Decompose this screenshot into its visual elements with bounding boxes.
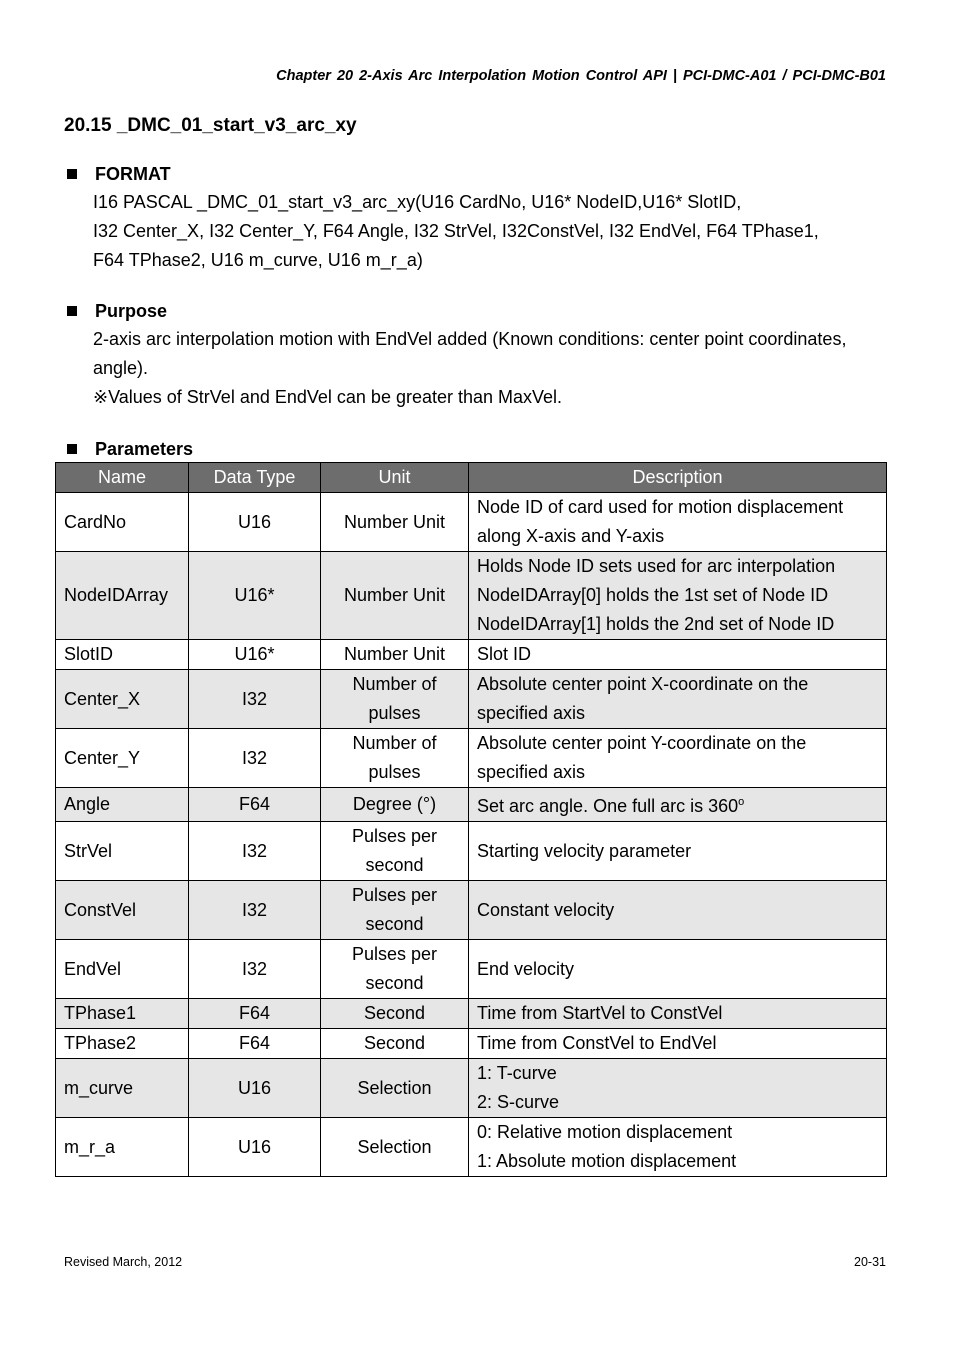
bullet-square-icon: [67, 306, 77, 316]
table-row: [56, 999, 887, 1029]
table-row: [56, 822, 887, 881]
param-unit-cell: [321, 552, 469, 640]
param-type-cell: U16*: [189, 640, 321, 670]
cell-line: Starting velocity parameter: [477, 840, 692, 861]
param-description-cell: [469, 729, 887, 788]
cell-line: Selection: [357, 1077, 432, 1098]
param-unit-cell: [321, 999, 469, 1029]
table-row: [56, 1029, 887, 1059]
cell-line: Number Unit: [343, 511, 446, 532]
table-row: [56, 1118, 887, 1177]
param-type-cell: I32: [189, 881, 321, 940]
param-type-cell: F64: [189, 999, 321, 1029]
cell-line: Number of: [352, 674, 437, 694]
purpose-line: 2-axis arc interpolation motion with EndVel added (Known conditions: center point coordinates,: [93, 329, 847, 349]
column-header-description: Description: [469, 463, 887, 493]
cell-line: second: [365, 973, 424, 993]
format-section: [64, 160, 904, 275]
param-unit-cell: [321, 881, 469, 940]
table-row: [56, 788, 887, 822]
param-name-cell: ConstVel: [56, 881, 189, 940]
parameters-heading: Parameters: [95, 439, 194, 459]
cell-line-with-superscript: [477, 788, 878, 821]
cell-line: second: [365, 914, 424, 934]
cell-line: Time from ConstVel to EndVel: [477, 1033, 717, 1053]
cell-line: specified axis: [477, 703, 586, 723]
param-description-cell: [469, 881, 887, 940]
section-title: 20.15 _DMC_01_start_v3_arc_xy: [64, 115, 357, 136]
format-line: I16 PASCAL _DMC_01_start_v3_arc_xy(U16 CardNo, U16* NodeID,U16* SlotID,: [93, 192, 742, 212]
table-row: [56, 729, 887, 788]
param-type-cell: I32: [189, 670, 321, 729]
param-name-cell: Center_Y: [56, 729, 189, 788]
param-type-cell: U16: [189, 1118, 321, 1177]
cell-line: Number Unit: [343, 585, 446, 605]
param-unit-cell: [321, 1029, 469, 1059]
degree-superscript: o: [738, 796, 745, 808]
cell-line: Second: [363, 1003, 426, 1023]
param-description-cell: [469, 1118, 887, 1177]
format-body: [93, 188, 904, 275]
param-description-cell: [469, 640, 887, 670]
cell-line: Degree (°): [352, 794, 437, 814]
cell-text: Set arc angle. One full arc is 360: [477, 796, 739, 816]
table-row: [56, 670, 887, 729]
footer-page-number: 20-31: [854, 1255, 886, 1269]
param-name-cell: TPhase2: [56, 1029, 189, 1059]
cell-line: Number Unit: [343, 644, 446, 664]
param-description-cell: [469, 493, 887, 552]
cell-line: Pulses per: [351, 826, 438, 846]
param-name-cell: EndVel: [56, 940, 189, 999]
format-line: I32 Center_X, I32 Center_Y, F64 Angle, I32 StrVel, I32ConstVel, I32 EndVel, F64 TPhase1,: [93, 221, 819, 241]
param-type-cell: U16: [189, 493, 321, 552]
format-heading: FORMAT: [95, 164, 171, 184]
cell-line: Number of: [352, 733, 437, 753]
cell-line: NodeIDArray[1] holds the 2nd set of Node ID: [477, 614, 835, 634]
param-description-cell: [469, 822, 887, 881]
param-unit-cell: [321, 822, 469, 881]
param-name-cell: Center_X: [56, 670, 189, 729]
cell-line: Selection: [357, 1136, 432, 1157]
cell-line: 2: S-curve: [477, 1092, 560, 1112]
table-row: [56, 940, 887, 999]
footer-revision: Revised March, 2012: [64, 1255, 183, 1269]
param-name-cell: NodeIDArray: [56, 552, 189, 640]
parameters-section: [64, 435, 904, 463]
param-type-cell: F64: [189, 788, 321, 822]
param-unit-cell: [321, 788, 469, 822]
parameters-table: [55, 462, 887, 1177]
cell-line: Pulses per: [351, 944, 438, 964]
table-row: [56, 1059, 887, 1118]
cell-line: along X-axis and Y-axis: [477, 526, 665, 546]
cell-line: specified axis: [477, 762, 586, 782]
param-type-cell: I32: [189, 729, 321, 788]
cell-line: End velocity: [477, 958, 575, 979]
param-description-cell: [469, 552, 887, 640]
cell-line: 1: T-curve: [477, 1063, 557, 1083]
param-description-cell: [469, 940, 887, 999]
param-name-cell: Angle: [56, 788, 189, 822]
param-description-cell: [469, 1059, 887, 1118]
purpose-line: angle).: [93, 358, 149, 378]
param-type-cell: U16*: [189, 552, 321, 640]
cell-line: Constant velocity: [477, 899, 615, 920]
param-unit-cell: [321, 670, 469, 729]
param-unit-cell: [321, 940, 469, 999]
table-row: [56, 493, 887, 552]
purpose-line: ※Values of StrVel and EndVel can be greater than MaxVel.: [93, 387, 563, 407]
param-type-cell: F64: [189, 1029, 321, 1059]
param-unit-cell: [321, 1059, 469, 1118]
format-line: F64 TPhase2, U16 m_curve, U16 m_r_a): [93, 250, 423, 270]
param-name-cell: CardNo: [56, 493, 189, 552]
page-header: Chapter 20 2-Axis Arc Interpolation Motion Control API | PCI-DMC-A01 / PCI-DMC-B01: [276, 68, 886, 84]
cell-line: pulses: [368, 703, 421, 723]
column-header-name: Name: [56, 463, 189, 493]
param-unit-cell: [321, 640, 469, 670]
cell-line: second: [365, 855, 424, 875]
param-name-cell: m_curve: [56, 1059, 189, 1118]
param-unit-cell: [321, 729, 469, 788]
cell-line: Time from StartVel to ConstVel: [477, 1003, 723, 1023]
cell-line: Node ID of card used for motion displacement: [477, 497, 844, 517]
column-header-data-type: Data Type: [189, 463, 321, 493]
param-name-cell: m_r_a: [56, 1118, 189, 1177]
param-description-cell: [469, 788, 887, 822]
param-type-cell: U16: [189, 1059, 321, 1118]
param-unit-cell: [321, 1118, 469, 1177]
cell-line: NodeIDArray[0] holds the 1st set of Node ID: [477, 585, 829, 605]
column-header-unit: Unit: [321, 463, 469, 493]
param-type-cell: I32: [189, 822, 321, 881]
table-row: [56, 552, 887, 640]
purpose-heading: Purpose: [95, 301, 168, 321]
cell-line: Absolute center point Y-coordinate on the: [477, 733, 807, 753]
table-row: [56, 640, 887, 670]
cell-line: Holds Node ID sets used for arc interpolation: [477, 556, 836, 576]
purpose-body: [93, 325, 904, 412]
param-unit-cell: [321, 493, 469, 552]
cell-line: Slot ID: [477, 644, 532, 664]
param-description-cell: [469, 670, 887, 729]
param-name-cell: SlotID: [56, 640, 189, 670]
table-row: [56, 881, 887, 940]
cell-line: pulses: [368, 762, 421, 782]
param-description-cell: [469, 1029, 887, 1059]
param-name-cell: TPhase1: [56, 999, 189, 1029]
cell-line: Second: [363, 1033, 426, 1053]
param-name-cell: StrVel: [56, 822, 189, 881]
cell-line: Pulses per: [351, 885, 438, 905]
bullet-square-icon: [67, 444, 77, 454]
purpose-section: [64, 297, 904, 412]
cell-line: 0: Relative motion displacement: [477, 1122, 733, 1142]
parameters-table-body: [56, 493, 887, 1177]
cell-line: 1: Absolute motion displacement: [477, 1151, 737, 1171]
param-description-cell: [469, 999, 887, 1029]
cell-line: Absolute center point X-coordinate on the: [477, 674, 809, 694]
bullet-square-icon: [67, 169, 77, 179]
table-header-row: [56, 463, 887, 493]
param-type-cell: I32: [189, 940, 321, 999]
